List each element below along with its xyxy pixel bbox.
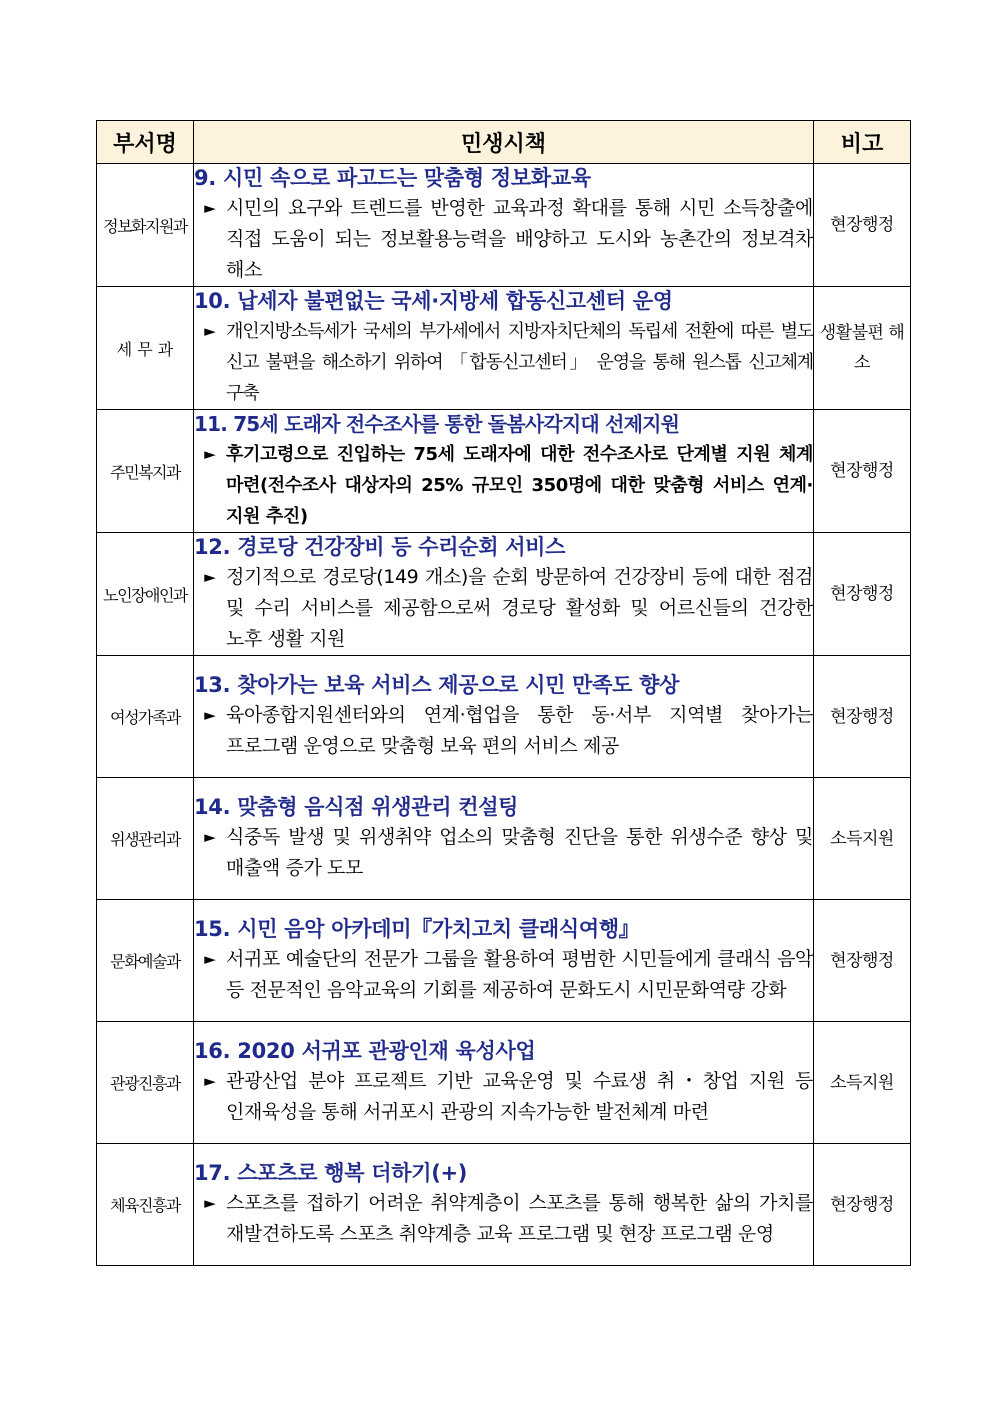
policy-item bbox=[194, 700, 813, 762]
policy-table bbox=[96, 120, 911, 1266]
policy-cell bbox=[194, 656, 814, 778]
bullet-arrow-icon: ► bbox=[204, 950, 216, 968]
bullet-arrow-icon: ► bbox=[204, 568, 216, 586]
policy-cell bbox=[194, 533, 814, 656]
policy-title: 12. 경로당 건강장비 등 수리순회 서비스 bbox=[194, 535, 566, 559]
policy-description: 정기적으로 경로당(149 개소)을 순회 방문하여 건강장비 등에 대한 점검 및 수리 서비스를 제공함으로써 경로당 활성화 및 어르신들의 건강한 노후 생활 지원 bbox=[226, 566, 813, 650]
policy-description: 후기고령으로 진입하는 75세 도래자에 대한 전수조사로 단계별 지원 체계 마련(전수조사 대상자의 25% 규모인 350명에 대한 맞춤형 서비스 연계·지원 추진) bbox=[226, 444, 813, 527]
policy-title: 16. 2020 서귀포 관광인재 육성사업 bbox=[194, 1039, 536, 1063]
policy-description: 육아종합지원센터와의 연계·협업을 통한 동·서부 지역별 찾아가는 프로그램 운영으로 맞춤형 보육 편의 서비스 제공 bbox=[226, 704, 813, 757]
policy-description: 시민의 요구와 트렌드를 반영한 교육과정 확대를 통해 시민 소득창출에 직접 도움이 되는 정보활용능력을 배양하고 도시와 농촌간의 정보격차 해소 bbox=[226, 197, 813, 281]
table-row bbox=[97, 778, 911, 900]
bullet-arrow-icon: ► bbox=[204, 1194, 216, 1212]
bullet-arrow-icon: ► bbox=[204, 1072, 216, 1090]
policy-title: 15. 시민 음악 아카데미『가치고치 클래식여행』 bbox=[194, 917, 640, 941]
header-note: 비고 bbox=[814, 121, 911, 164]
table-row bbox=[97, 656, 911, 778]
bullet-arrow-icon: ► bbox=[204, 322, 216, 340]
policy-cell bbox=[194, 1144, 814, 1266]
note-cell: 현장행정 bbox=[814, 656, 911, 778]
policy-title: 13. 찾아가는 보육 서비스 제공으로 시민 만족도 향상 bbox=[194, 673, 680, 697]
table-row bbox=[97, 164, 911, 287]
bullet-arrow-icon: ► bbox=[204, 828, 216, 846]
policy-cell bbox=[194, 287, 814, 410]
header-row bbox=[97, 121, 911, 164]
policy-item bbox=[194, 1188, 813, 1250]
dept-cell: 문화예술과 bbox=[97, 900, 194, 1022]
dept-cell: 여성가족과 bbox=[97, 656, 194, 778]
policy-cell bbox=[194, 778, 814, 900]
policy-description: 개인지방소득세가 국세의 부가세에서 지방자치단체의 독립세 전환에 따른 별도 신고 불편을 해소하기 위하여 「합동신고센터」 운영을 통해 원스톱 신고체계 구축 bbox=[226, 321, 813, 404]
policy-item bbox=[194, 562, 813, 655]
header-dept: 부서명 bbox=[97, 121, 194, 164]
policy-item bbox=[194, 316, 813, 409]
note-cell: 생활불편 해소 bbox=[814, 287, 911, 410]
policy-cell bbox=[194, 1022, 814, 1144]
note-cell: 현장행정 bbox=[814, 410, 911, 533]
policy-item bbox=[194, 439, 813, 532]
dept-cell: 체육진흥과 bbox=[97, 1144, 194, 1266]
note-cell: 현장행정 bbox=[814, 533, 911, 656]
policy-cell bbox=[194, 164, 814, 287]
policy-item bbox=[194, 944, 813, 1006]
table-row bbox=[97, 410, 911, 533]
table-row bbox=[97, 287, 911, 410]
policy-description: 식중독 발생 및 위생취약 업소의 맞춤형 진단을 통한 위생수준 향상 및 매출액 증가 도모 bbox=[226, 826, 813, 879]
table-row bbox=[97, 1022, 911, 1144]
policy-title: 10. 납세자 불편없는 국세·지방세 합동신고센터 운영 bbox=[194, 289, 673, 313]
note-cell: 현장행정 bbox=[814, 1144, 911, 1266]
policy-description: 서귀포 예술단의 전문가 그룹을 활용하여 평범한 시민들에게 클래식 음악 등 전문적인 음악교육의 기회를 제공하여 문화도시 시민문화역량 강화 bbox=[226, 948, 813, 1001]
note-cell: 현장행정 bbox=[814, 164, 911, 287]
policy-item bbox=[194, 193, 813, 286]
dept-cell: 위생관리과 bbox=[97, 778, 194, 900]
policy-cell bbox=[194, 900, 814, 1022]
bullet-arrow-icon: ► bbox=[204, 706, 216, 724]
dept-cell: 주민복지과 bbox=[97, 410, 194, 533]
dept-cell: 관광진흥과 bbox=[97, 1022, 194, 1144]
policy-title: 9. 시민 속으로 파고드는 맞춤형 정보화교육 bbox=[194, 166, 591, 190]
table-row bbox=[97, 1144, 911, 1266]
policy-cell bbox=[194, 410, 814, 533]
note-cell: 소득지원 bbox=[814, 778, 911, 900]
dept-cell: 노인장애인과 bbox=[97, 533, 194, 656]
note-cell: 소득지원 bbox=[814, 1022, 911, 1144]
policy-title: 11. 75세 도래자 전수조사를 통한 돌봄사각지대 선제지원 bbox=[194, 412, 680, 436]
table-row bbox=[97, 900, 911, 1022]
policy-description: 관광산업 분야 프로젝트 기반 교육운영 및 수료생 취・창업 지원 등 인재육성을 통해 서귀포시 관광의 지속가능한 발전체계 마련 bbox=[226, 1070, 813, 1123]
dept-cell: 정보화지원과 bbox=[97, 164, 194, 287]
bullet-arrow-icon: ► bbox=[204, 199, 216, 217]
note-cell: 현장행정 bbox=[814, 900, 911, 1022]
policy-description: 스포츠를 접하기 어려운 취약계층이 스포츠를 통해 행복한 삶의 가치를 재발견하도록 스포츠 취약계층 교육 프로그램 및 현장 프로그램 운영 bbox=[226, 1192, 813, 1245]
dept-cell: 세 무 과 bbox=[97, 287, 194, 410]
policy-item bbox=[194, 1066, 813, 1128]
policy-title: 14. 맞춤형 음식점 위생관리 컨설팅 bbox=[194, 795, 519, 819]
table-row bbox=[97, 533, 911, 656]
header-policy: 민생시책 bbox=[194, 121, 814, 164]
bullet-arrow-icon: ► bbox=[204, 445, 216, 463]
policy-item bbox=[194, 822, 813, 884]
policy-title: 17. 스포츠로 행복 더하기(+) bbox=[194, 1161, 468, 1185]
